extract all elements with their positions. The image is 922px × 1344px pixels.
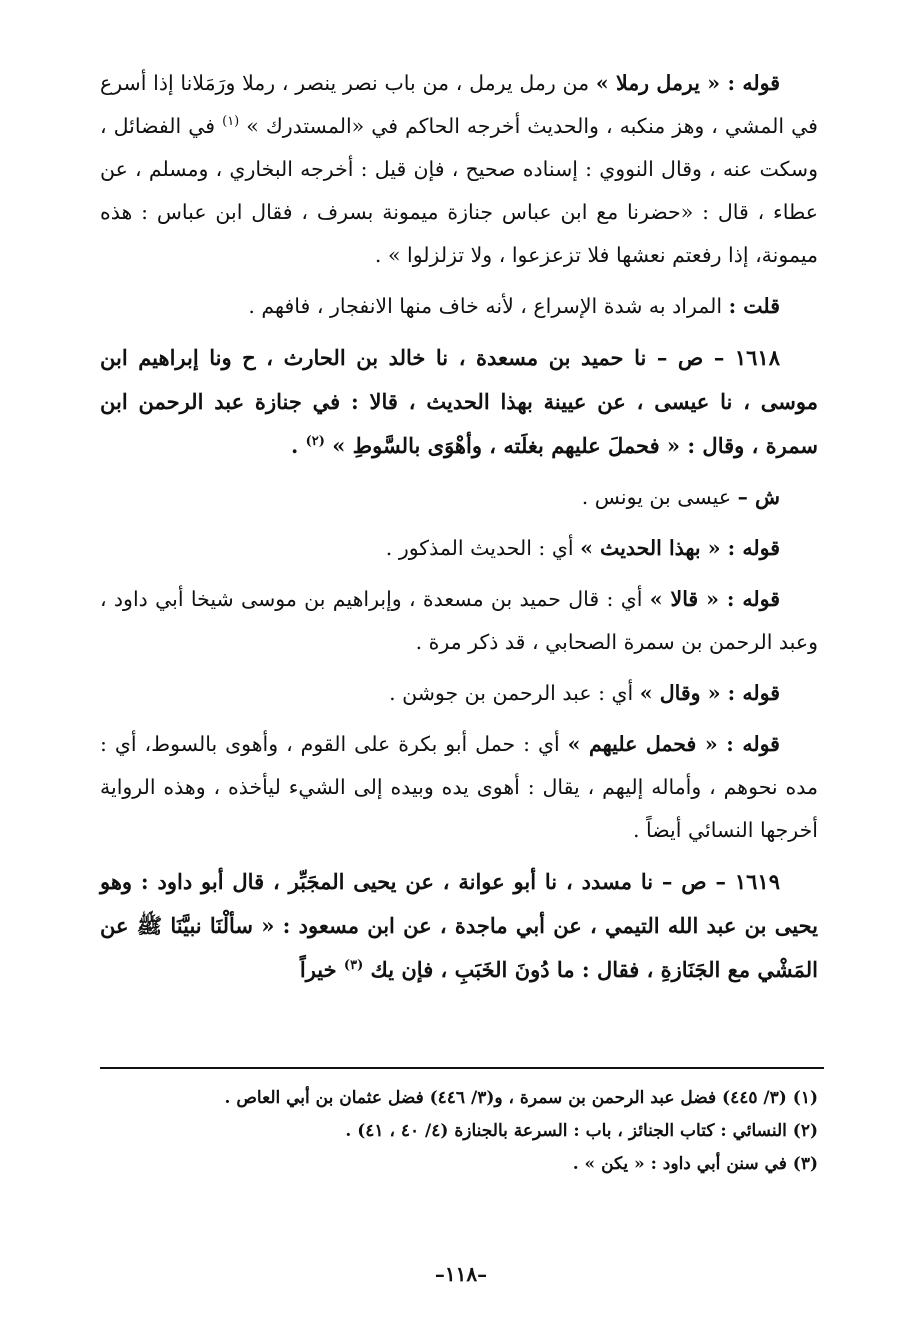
footnote-2: (٢) النسائي : كتاب الجنائز ، باب : السرعة بالجنازة (٤/ ٤٠ ، ٤١) .	[345, 1121, 818, 1141]
paragraph-text: من رمل يرمل ، من باب نصر ينصر ، رملا ورَمَلانا إذا أسرع في المشي ، وهز منكبه ، والحديث أخرجه الحاكم في «المستدرك »	[100, 71, 818, 138]
paragraph-lead: قوله : « يرمل رملا »	[595, 71, 780, 95]
page-number: –١١٨–	[434, 1262, 488, 1286]
hadith-1618	[100, 336, 818, 468]
hadith-1619	[100, 860, 818, 992]
footnote-ref-1[interactable]: (١)	[222, 114, 240, 130]
paragraph-lead: قوله : « وقال »	[639, 681, 780, 705]
footnote-divider	[100, 1067, 824, 1069]
footnote-3: (٣) في سنن أبي داود : « يكن » .	[572, 1154, 818, 1174]
paragraph-text-cont: في الفضائل ، وسكت عنه ، وقال النووي : إسناده صحيح ، فإن قيل : أخرجه البخاري ، ومسلم ، عن عطاء ، قال : «حضرنا مع ابن عباس جنازة ميمونة بسرف ، فقال ابن عباس : هذه ميمونة، إذا رفعتم نعشها فلا تزعزعوا ، ولا تزلزلوا » .	[100, 114, 818, 267]
paragraph-bihadha-alhadith	[100, 527, 818, 570]
paragraph-text: ١٦١٩ – ص – نا مسدد ، نا أبو عوانة ، عن يحيى المجَبِّر ، قال أبو داود : وهو يحيى بن عبد الله التيمي ، عن أبي ماجدة ، عن ابن مسعود : « سألْنَا نبيَّنَا ﷺ عن المَشْي مع الجَنَازةِ ، فقال : ما دُونَ الخَبَبِ ، فإن يك	[100, 869, 818, 982]
paragraph-lead: قوله : « فحمل عليهم »	[567, 732, 780, 756]
paragraph-lead: ش –	[737, 485, 780, 509]
paragraph-text-cont: .	[291, 433, 306, 458]
paragraph-qala	[100, 578, 818, 664]
paragraph-qultu	[100, 285, 818, 328]
paragraph-fahamala	[100, 723, 818, 852]
paragraph-text: أي : قال حميد بن مسعدة ، وإبراهيم بن موسى شيخا أبي داود ، وعبد الرحمن بن سمرة الصحابي ، قد ذكر مرة .	[100, 587, 818, 654]
paragraph-text: أي : الحديث المذكور .	[385, 536, 581, 560]
paragraph-waqala	[100, 672, 818, 715]
paragraph-text: عيسى بن يونس .	[581, 485, 738, 509]
paragraph-sharh	[100, 476, 818, 519]
paragraph-commentary-ramal	[100, 62, 818, 277]
paragraph-text: المراد به شدة الإسراع ، لأنه خاف منها الانفجار ، فافهم .	[248, 294, 729, 318]
paragraph-lead: قوله : « بهذا الحديث »	[580, 536, 780, 560]
paragraph-text-cont: خيراً	[299, 957, 344, 982]
footnote-ref-2[interactable]: (٢)	[305, 434, 325, 449]
paragraph-text: ١٦١٨ – ص – نا حميد بن مسعدة ، نا خالد بن الحارث ، ح ونا إبراهيم ابن موسى ، نا عيسى ، عن عيينة بهذا الحديث ، قالا : في جنازة عبد الرحمن ابن سمرة ، وقال : « فحملَ عليهم بغلَته ، وأهْوَى بالسَّوطِ »	[100, 345, 818, 458]
paragraph-text: أي : حمل أبو بكرة على القوم ، وأهوى بالسوط، أي : مده نحوهم ، وأماله إليهم ، يقال : أهوى يده وبيده إلى الشيء ليأخذه ، وهذه الرواية أخرجها النسائي أيضاً .	[100, 732, 818, 842]
footnote-1: (١) (٣/ ٤٤٥) فضل عبد الرحمن بن سمرة ، و(٣/ ٤٤٦) فضل عثمان بن أبي العاص .	[224, 1088, 818, 1108]
page-body	[100, 62, 818, 1000]
paragraph-text: أي : عبد الرحمن بن جوشن .	[389, 681, 640, 705]
footnotes	[100, 1082, 818, 1181]
paragraph-lead: قوله : « قالا »	[649, 587, 781, 611]
footnote-ref-3[interactable]: (٣)	[343, 958, 364, 973]
paragraph-lead: قلت :	[728, 294, 780, 318]
